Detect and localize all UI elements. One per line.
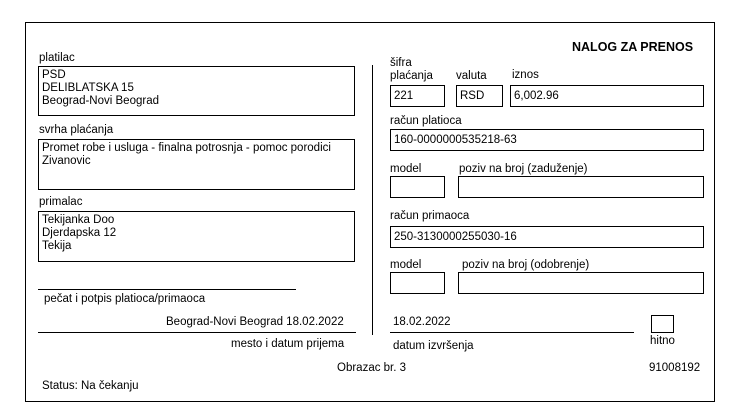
payer-account-label: račun platioca [390,115,462,127]
execution-date-label: datum izvršenja [393,340,474,352]
currency-field[interactable]: RSD [456,85,503,107]
payment-code-label-2: plaćanja [390,70,433,82]
debit-model-label: model [390,163,422,175]
purpose-field[interactable]: Promet robe i usluga - finalna potrosnja - pomoc porodici Zivanovic [38,139,355,190]
credit-model-field[interactable] [390,272,445,294]
urgent-checkbox[interactable] [651,315,674,333]
signature-line [38,289,296,290]
execution-date-line [390,332,634,333]
credit-model-label: model [390,259,422,271]
amount-label: iznos [512,69,539,81]
purpose-label: svrha plaćanja [39,124,114,136]
execution-date-value: 18.02.2022 [393,316,451,328]
stamp-label: pečat i potpis platioca/primaoca [44,293,206,305]
credit-reference-field[interactable] [458,272,704,294]
status-text: Status: Na čekanju [42,380,139,392]
payer-account-field[interactable]: 160-0000000535218-63 [390,129,704,151]
form-title: NALOG ZA PRENOS [572,40,694,54]
payment-order-form [25,22,715,402]
debit-reference-field[interactable] [458,176,704,198]
payer-label: platilac [39,52,75,64]
recipient-account-label: račun primaoca [390,210,470,222]
credit-reference-label: poziv na broj (odobrenje) [462,259,590,271]
debit-reference-label: poziv na broj (zaduženje) [459,163,588,175]
serial-number: 91008192 [649,362,701,374]
form-number: Obrazac br. 3 [337,362,407,374]
amount-field[interactable]: 6,002.96 [510,85,704,107]
currency-label: valuta [456,70,487,82]
recipient-field[interactable]: Tekijanka Doo Djerdapska 12 Tekija [38,211,355,262]
recipient-account-field[interactable]: 250-3130000255030-16 [390,226,704,248]
payment-code-label-1: šifra [390,57,412,69]
place-date-value: Beograd-Novi Beograd 18.02.2022 [166,316,344,328]
column-divider [372,65,373,335]
place-date-label: mesto i datum prijema [231,338,345,350]
debit-model-field[interactable] [390,176,445,198]
payment-code-field[interactable]: 221 [390,85,445,107]
recipient-label: primalac [39,196,83,208]
urgent-label: hitno [650,335,675,347]
place-date-line [38,332,356,333]
payer-field[interactable]: PSD DELIBLATSKA 15 Beograd-Novi Beograd [38,66,355,116]
